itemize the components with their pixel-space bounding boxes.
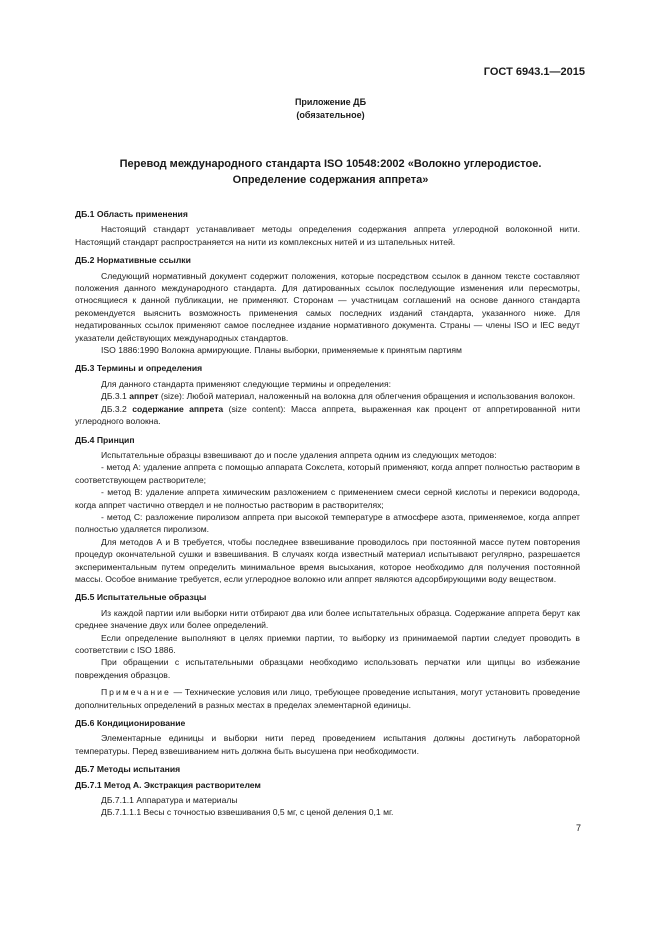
note	[75, 686, 580, 711]
title-line-2: Определение содержания аппрета»	[232, 174, 429, 186]
term-definition	[75, 403, 580, 428]
paragraph: ДБ.7.1.1 Аппаратура и материалы	[101, 795, 238, 806]
term-text: (size): Любой материал, наложенный на волокна для облегчения обращения и использования волокон.	[160, 391, 576, 402]
title-line-1: Перевод международного стандарта ISO 10548:2002 «Волокно углеродистое.	[119, 158, 542, 170]
paragraph: Из каждой партии или выборки нити отбирают два или более испытательных образца. Содержание аппрета берут как среднее значение двух или более определений.	[75, 607, 580, 631]
appendix-label: Приложение ДБ	[294, 97, 367, 107]
term-definition	[75, 390, 580, 402]
note-text: — Технические условия или лицо, требующее проведение испытания, могут установить проведение дополнительных определений в разных местах в пределах элементарной единицы.	[75, 687, 580, 710]
paragraph: Для данного стандарта применяют следующие термины и определения:	[101, 378, 392, 389]
section-heading: ДБ.7 Методы испытания	[75, 764, 181, 775]
section-heading: ДБ.2 Нормативные ссылки	[75, 255, 191, 266]
term-number: ДБ.3.1	[101, 391, 127, 402]
standard-number: ГОСТ 6943.1—2015	[483, 66, 585, 78]
page-number: 7	[575, 823, 581, 833]
term-text: (size content): Масса аппрета, выраженная как процент от аппретированной нити углеродного волокна.	[75, 403, 581, 427]
method-item: - метод С: разложение пиролизом аппрета при высокой температуре в атмосфере азота, применяемое, когда аппрет полностью удаляется пиролизом.	[75, 511, 580, 535]
section-heading: ДБ.1 Область применения	[75, 209, 188, 219]
appendix-status: (обязательное)	[296, 110, 365, 120]
paragraph: ДБ.7.1.1.1 Весы с точностью взвешивания 0,5 мг, с ценой деления 0,1 мг.	[101, 807, 394, 818]
section-heading: ДБ.3 Термины и определения	[75, 363, 203, 374]
note-label: Примечание	[101, 687, 171, 698]
paragraph: Испытательные образцы взвешивают до и после удаления аппрета одним из следующих методов:	[101, 449, 497, 460]
term-name: аппрет	[129, 391, 159, 402]
paragraph: При обращении с испытательными образцами необходимо использовать перчатки или щипцы во избежание повреждения образцов.	[75, 657, 580, 680]
reference-item: ISO 1886:1990 Волокна армирующие. Планы выборки, применяемые к принятым партиям	[101, 345, 462, 356]
method-item: - метод А: удаление аппрета с помощью аппарата Сокслета, который применяют, когда аппрет полностью растворим в соответствующем растворителе;	[75, 462, 580, 485]
section-heading: ДБ.5 Испытательные образцы	[75, 592, 207, 603]
term-name: содержание аппрета	[132, 403, 224, 414]
term-number: ДБ.3.2	[101, 403, 127, 414]
document-title	[0, 156, 661, 188]
paragraph: Элементарные единицы и выборки нити перед проведением испытания должны достигнуть лабораторной температуры. Перед взвешиванием нить должна быть высушена при необходимости.	[75, 733, 580, 756]
section-heading: ДБ.6 Кондиционирование	[75, 718, 186, 729]
subsection-heading: ДБ.7.1 Метод А. Экстракция растворителем	[75, 779, 261, 790]
appendix-heading	[0, 96, 661, 122]
paragraph: Для методов А и В требуется, чтобы последнее взвешивание проводилось при постоянной массе путем повторения процедур окончательной сушки и взвешивания. В случаях когда известный материал испытывают регулярно, разрешается экспериментальным путем определить минимальное время высыхания, которое необходимо для получения постоянной массы. Особое внимание требуется, если углеродное волокно или аппрет являются адсорбирующими воду веществом.	[75, 536, 580, 584]
section-heading: ДБ.4 Принцип	[75, 434, 135, 445]
paragraph: Следующий нормативный документ содержит положения, которые посредством ссылок в данном тексте составляют положения данного международного стандарта. Для датированных ссылок последующие изменения или пересмотры, относящиеся к данной публикации, не применяют. Сторонам — участницам соглашений на основе данного стандарта рекомендуется выяснить возможность применения самых последних изданий стандарта, указанного ниже. Для недатированных ссылок применяют самое последнее издание нормативного документа. Страны — члены ISO и IEC ведут указатели действующих международных стандартов.	[75, 270, 580, 343]
paragraph: Если определение выполняют в целях приемки партии, то выборку из принимаемой партии следует проводить в соответствии с ISO 1886.	[75, 632, 580, 655]
paragraph: Настоящий стандарт устанавливает методы определения содержания аппрета углеродной волоконной нити. Настоящий стандарт распространяется на нити из комплексных нитей и из штапельных нитей.	[75, 224, 580, 247]
document-body	[75, 204, 580, 819]
method-item: - метод В: удаление аппрета химическим разложением с применением смеси серной кислоты и перекиси водорода, когда аппрет частично отвердел и не полностью растворим в растворителях;	[75, 487, 580, 510]
